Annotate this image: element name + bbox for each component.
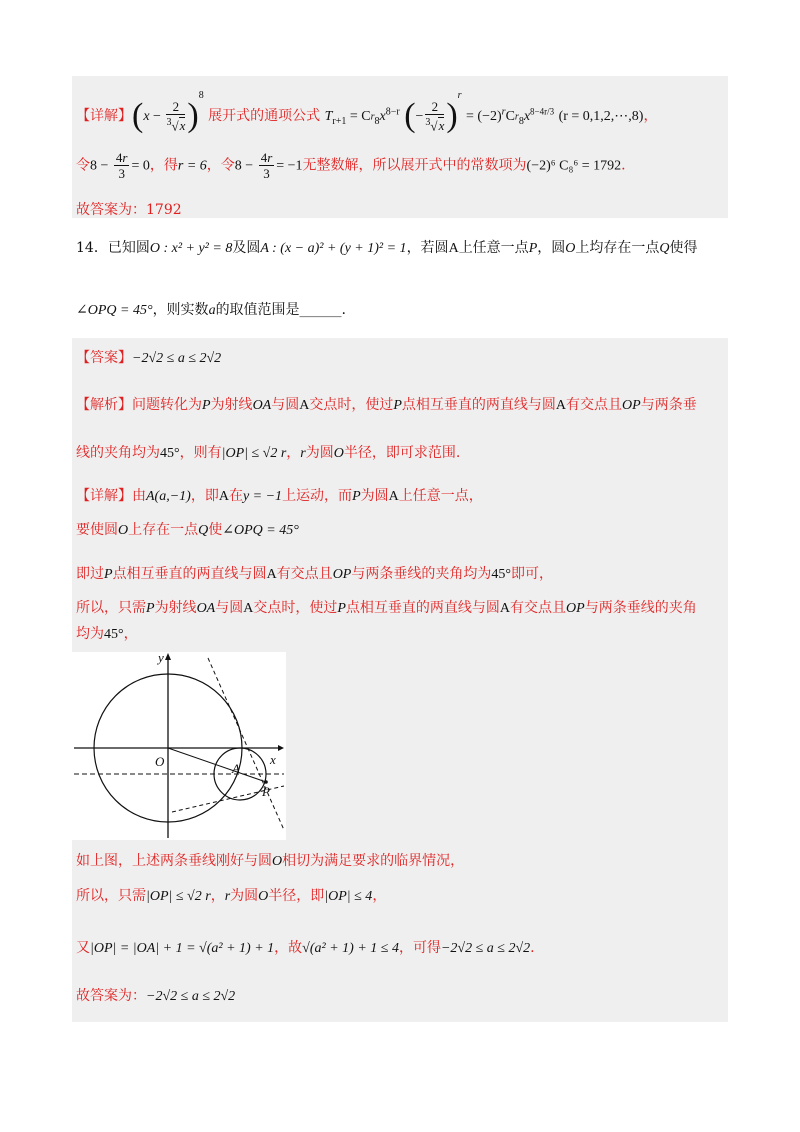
label-y: y	[158, 652, 164, 665]
detail-line-1: 【详解】(x − $\frac{2}{^3√x}$ )$^8$ 展开式的通项公式 $T_{r+1} = C_{^r8}x^{8-r}$ (− $\frac{2}{^3√x}$ )$^r = (-2)^rC_{^r8}x^{8-4r/3}$ (r = 0,1,2,⋯,8)，	[76, 90, 658, 134]
detail2-line-4: 所以，只需P为射线OA与圆A交点时，使过P点相互垂直的两直线与圆A有交点且OP与两条垂线的夹角	[76, 600, 697, 616]
detail2-line-2: 要使圆O上存在一点Q使∠OPQ = 45°	[76, 522, 299, 538]
label-P: P	[262, 784, 270, 799]
question-14-line-1: 14．已知圆O : x² + y² = 8及圆A : (x − a)² + (y + 1)² = 1，若圆A上任意一点P，圆O上均存在一点Q使得	[76, 240, 698, 256]
detail2-line-1: 【详解】由A(a,−1)，即A在y = −1上运动，而P为圆A上任意一点，	[76, 488, 483, 504]
answer-line: 【答案】−2√2 ≤ a ≤ 2√2	[76, 350, 222, 366]
label-O: O	[155, 754, 165, 769]
analysis-line-2: 线的夹角均为45°，则有|OP| ≤ √2 r，r为圆O半径，即可求范围.	[76, 445, 461, 461]
final-answer-line: 故答案为：−2√2 ≤ a ≤ 2√2	[76, 988, 236, 1004]
answer-13: 故答案为：1792	[76, 202, 182, 218]
figure-line-3: 又|OP| = |OA| + 1 = √(a² + 1) + 1，故√(a² + 1) + 1 ≤ 4，可得−2√2 ≤ a ≤ 2√2.	[76, 940, 535, 956]
detail-tag: 【详解】	[76, 108, 132, 124]
figure-line-1: 如上图，上述两条垂线刚好与圆O相切为满足要求的临界情况，	[76, 853, 465, 869]
question-14-line-2: ∠OPQ = 45°，则实数a的取值范围是______.	[76, 302, 347, 318]
figure-line-2: 所以，只需|OP| ≤ √2 r，r为圆O半径，即|OP| ≤ 4，	[76, 888, 387, 904]
detail2-line-5: 均为45°，	[76, 626, 138, 642]
label-A: A	[232, 761, 240, 776]
fraction: $\frac{2}{^3√x}$	[166, 98, 186, 134]
geometry-diagram	[72, 652, 286, 840]
detail2-line-3: 即过P点相互垂直的两直线与圆A有交点且OP与两条垂线的夹角均为45°即可，	[76, 566, 553, 582]
detail-line-2: 令8 − $\frac{4r}{3}$ = 0，得r = 6，令8 − $\frac{4r}{3}$ = −1无整数解，所以展开式中的常数项为(−2)⁶ C₈⁶ = 1792.	[76, 150, 626, 181]
label-x: x	[270, 752, 276, 767]
analysis-line-1: 【解析】问题转化为P为射线OA与圆A交点时，使过P点相互垂直的两直线与圆A有交点且OP与两条垂	[76, 397, 697, 413]
